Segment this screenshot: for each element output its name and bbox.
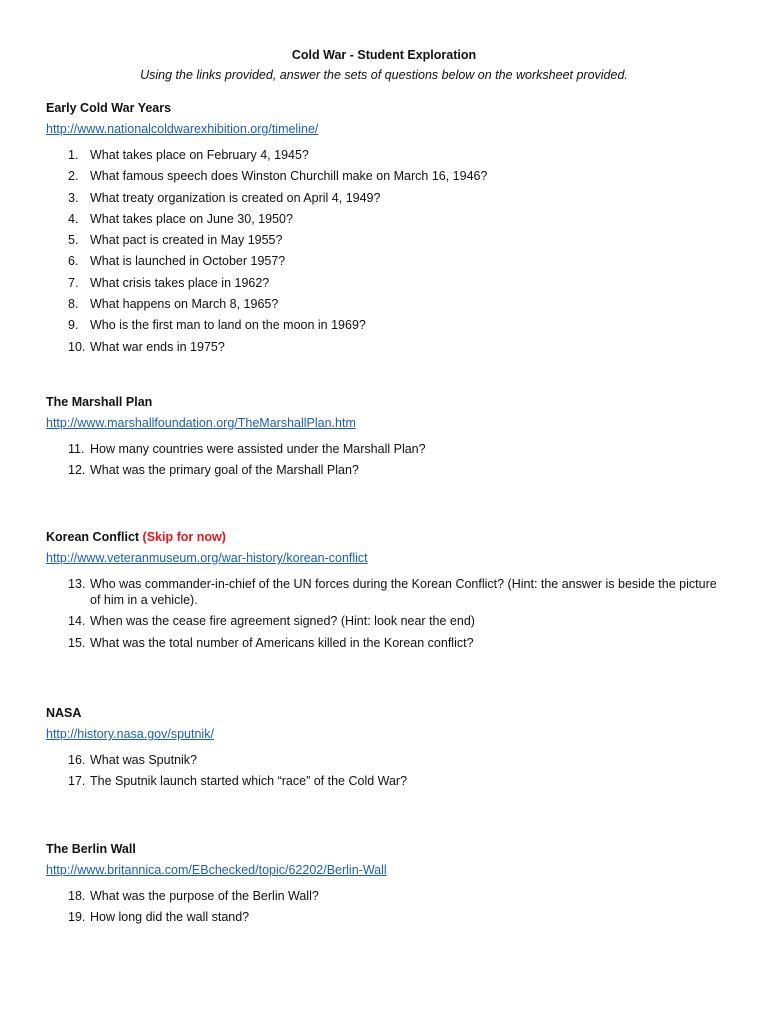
question-item xyxy=(68,909,746,925)
question-text: When was the cease fire agreement signed? (Hint: look near the end) xyxy=(90,614,475,629)
question-number: 13. xyxy=(68,577,86,591)
question-text: Who is the first man to land on the moon in 1969? xyxy=(90,318,366,333)
question-text: What is launched in October 1957? xyxy=(90,254,286,269)
question-item xyxy=(68,441,746,457)
section-marshall-plan xyxy=(46,394,746,484)
section-berlin-wall xyxy=(46,841,746,931)
question-text: What was the total number of Americans killed in the Korean conflict? xyxy=(90,635,474,650)
question-number: 4. xyxy=(68,211,79,226)
question-number: 18. xyxy=(68,889,86,903)
question-list xyxy=(46,752,746,789)
question-text: How long did the wall stand? xyxy=(90,910,250,925)
question-number: 19. xyxy=(68,910,86,925)
question-item xyxy=(68,296,746,312)
question-number: 3. xyxy=(68,190,79,205)
question-number: 15. xyxy=(68,635,86,650)
question-text: What war ends in 1975? xyxy=(90,339,225,354)
question-item xyxy=(68,147,746,163)
section-title-text: The Berlin Wall xyxy=(46,842,136,856)
section-link[interactable]: http://www.veteranmuseum.org/war-history/korean-conflict xyxy=(46,551,368,565)
question-text: What takes place on June 30, 1950? xyxy=(90,211,293,226)
section-title xyxy=(46,100,746,121)
question-list xyxy=(46,441,746,478)
question-number: 17. xyxy=(68,774,86,789)
question-item xyxy=(68,211,746,227)
question-number: 12. xyxy=(68,463,86,478)
question-item xyxy=(68,275,746,291)
question-item xyxy=(68,752,746,768)
section-title xyxy=(46,841,746,862)
question-text: What famous speech does Winston Churchill make on March 16, 1946? xyxy=(90,169,488,184)
question-item xyxy=(68,253,746,269)
section-title xyxy=(46,705,746,726)
section-title-text: Korean Conflict xyxy=(46,530,140,544)
question-text: The Sputnik launch started which “race” of the Cold War? xyxy=(90,774,408,789)
question-item xyxy=(68,232,746,248)
question-list xyxy=(46,576,746,651)
question-number: 14. xyxy=(68,614,86,629)
question-item xyxy=(68,462,746,478)
question-text: What treaty organization is created on April 4, 1949? xyxy=(90,190,381,205)
page-title: Cold War - Student Exploration xyxy=(291,48,477,62)
question-list xyxy=(46,888,746,925)
question-text: What was Sputnik? xyxy=(90,753,197,767)
question-item xyxy=(68,168,746,184)
question-number: 2. xyxy=(68,169,79,184)
question-text: What happens on March 8, 1965? xyxy=(90,297,279,312)
section-nasa xyxy=(46,705,746,795)
question-number: 9. xyxy=(68,318,79,333)
section-early-cold-war-years xyxy=(46,100,746,360)
question-number: 10. xyxy=(68,339,86,354)
question-number: 16. xyxy=(68,753,86,767)
section-title-text: The Marshall Plan xyxy=(46,395,153,409)
question-item xyxy=(68,576,746,608)
section-link[interactable]: http://www.britannica.com/EBchecked/topic/62202/Berlin-Wall xyxy=(46,863,387,877)
skip-note: (Skip for now) xyxy=(142,530,226,544)
section-link[interactable]: http://history.nasa.gov/sputnik/ xyxy=(46,727,214,741)
question-item xyxy=(68,190,746,206)
section-title xyxy=(46,529,746,550)
section-link[interactable]: http://www.marshallfoundation.org/TheMarshallPlan.htm xyxy=(46,416,356,430)
question-text: How many countries were assisted under the Marshall Plan? xyxy=(90,442,426,456)
question-item xyxy=(68,317,746,333)
question-text: Who was commander-in-chief of the UN forces during the Korean Conflict? (Hint: the answer is beside the picture of him in a vehicle). xyxy=(90,577,717,607)
section-title xyxy=(46,394,746,415)
question-text: What pact is created in May 1955? xyxy=(90,233,283,248)
question-text: What was the primary goal of the Marshall Plan? xyxy=(90,463,359,478)
question-number: 5. xyxy=(68,233,79,248)
question-item xyxy=(68,613,746,629)
question-text: What was the purpose of the Berlin Wall? xyxy=(90,889,319,903)
question-number: 11. xyxy=(68,442,85,456)
question-text: What takes place on February 4, 1945? xyxy=(90,148,309,162)
section-title-text: NASA xyxy=(46,706,82,720)
page-subtitle: Using the links provided, answer the sets of questions below on the worksheet provided. xyxy=(140,68,628,82)
section-title-text: Early Cold War Years xyxy=(46,101,172,115)
question-number: 8. xyxy=(68,297,79,312)
question-item xyxy=(68,339,746,355)
section-korean-conflict xyxy=(46,529,746,656)
question-item xyxy=(68,635,746,651)
question-item xyxy=(68,888,746,904)
question-text: What crisis takes place in 1962? xyxy=(90,275,270,290)
question-list xyxy=(46,147,746,355)
question-number: 6. xyxy=(68,254,79,269)
question-number: 1. xyxy=(68,148,79,162)
question-number: 7. xyxy=(68,275,79,290)
section-link[interactable]: http://www.nationalcoldwarexhibition.org/timeline/ xyxy=(46,122,319,136)
question-item xyxy=(68,773,746,789)
